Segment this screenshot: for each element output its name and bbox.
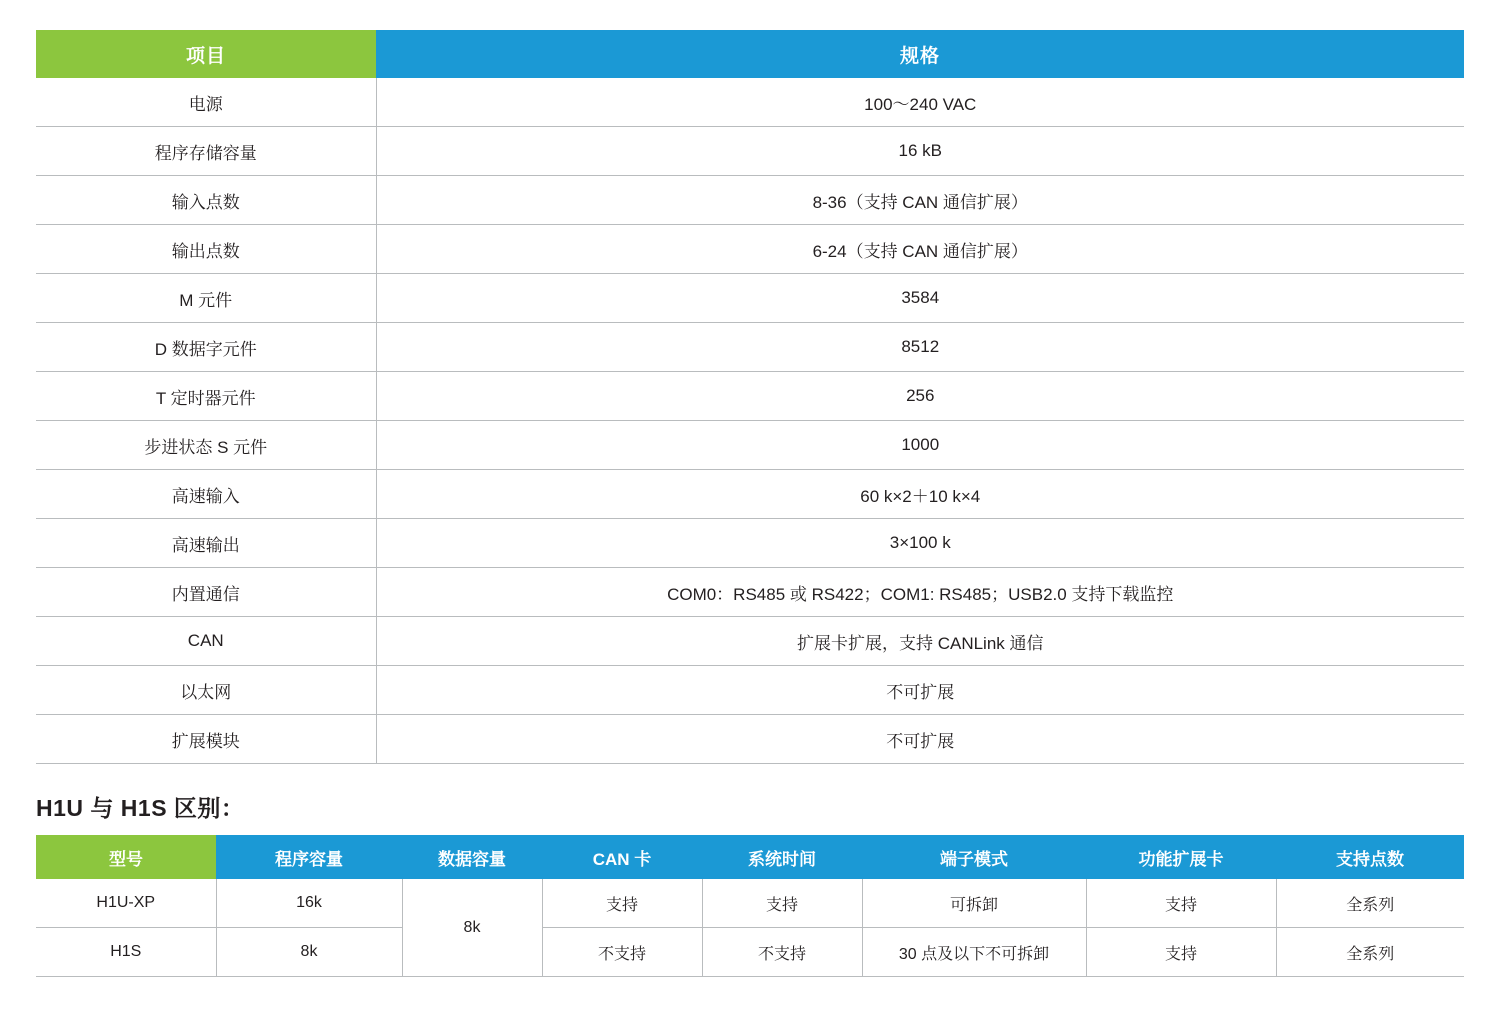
cell-spec: 256 — [376, 372, 1464, 421]
table-row — [36, 274, 1464, 323]
table-row — [36, 879, 1464, 928]
cell-terminal-mode: 可拆卸 — [862, 879, 1086, 928]
cell-spec: 不可扩展 — [376, 715, 1464, 764]
cell-model: H1U-XP — [36, 879, 216, 928]
cell-program-capacity: 16k — [216, 879, 402, 928]
cell-item: 步进状态 S 元件 — [36, 421, 376, 470]
cell-spec: 16 kB — [376, 127, 1464, 176]
cell-spec: 3×100 k — [376, 519, 1464, 568]
cell-item: 高速输出 — [36, 519, 376, 568]
column-header-system-time: 系统时间 — [702, 835, 862, 879]
comparison-table-body — [36, 879, 1464, 977]
specification-table-header — [36, 30, 1464, 78]
column-header-data-capacity: 数据容量 — [402, 835, 542, 879]
cell-spec: 不可扩展 — [376, 666, 1464, 715]
table-row — [36, 127, 1464, 176]
comparison-table — [36, 835, 1464, 977]
table-row — [36, 470, 1464, 519]
cell-spec: 60 k×2＋10 k×4 — [376, 470, 1464, 519]
column-header-terminal-mode: 端子模式 — [862, 835, 1086, 879]
cell-item: 输入点数 — [36, 176, 376, 225]
cell-item: 程序存储容量 — [36, 127, 376, 176]
cell-can-card: 支持 — [542, 879, 702, 928]
cell-item: 高速输入 — [36, 470, 376, 519]
table-row — [36, 568, 1464, 617]
cell-function-expansion-card: 支持 — [1086, 928, 1276, 977]
cell-spec: 6‑24（支持 CAN 通信扩展） — [376, 225, 1464, 274]
cell-system-time: 不支持 — [702, 928, 862, 977]
cell-item: 输出点数 — [36, 225, 376, 274]
table-row — [36, 421, 1464, 470]
cell-function-expansion-card: 支持 — [1086, 879, 1276, 928]
cell-supported-points: 全系列 — [1276, 879, 1464, 928]
table-row — [36, 225, 1464, 274]
column-header-function-expansion-card: 功能扩展卡 — [1086, 835, 1276, 879]
specification-table-body — [36, 78, 1464, 764]
cell-item: 以太网 — [36, 666, 376, 715]
table-row — [36, 176, 1464, 225]
cell-spec: 8‑36（支持 CAN 通信扩展） — [376, 176, 1464, 225]
column-header-can-card: CAN 卡 — [542, 835, 702, 879]
cell-item: T 定时器元件 — [36, 372, 376, 421]
table-row — [36, 519, 1464, 568]
column-header-item: 项目 — [36, 30, 376, 78]
table-row — [36, 928, 1464, 977]
column-header-supported-points: 支持点数 — [1276, 835, 1464, 879]
cell-spec: 扩展卡扩展，支持 CANLink 通信 — [376, 617, 1464, 666]
section-heading: H1U 与 H1S 区别： — [36, 795, 245, 821]
cell-item: 内置通信 — [36, 568, 376, 617]
column-header-program-capacity: 程序容量 — [216, 835, 402, 879]
cell-spec: COM0：RS485 或 RS422；COM1: RS485；USB2.0 支持下载监控 — [376, 568, 1464, 617]
cell-item: 电源 — [36, 78, 376, 127]
cell-can-card: 不支持 — [542, 928, 702, 977]
cell-item: CAN — [36, 617, 376, 666]
cell-terminal-mode: 30 点及以下不可拆卸 — [862, 928, 1086, 977]
column-header-model: 型号 — [36, 835, 216, 879]
cell-system-time: 支持 — [702, 879, 862, 928]
comparison-table-header — [36, 835, 1464, 879]
table-row — [36, 715, 1464, 764]
table-row — [36, 666, 1464, 715]
cell-spec: 8512 — [376, 323, 1464, 372]
cell-spec: 3584 — [376, 274, 1464, 323]
cell-item: M 元件 — [36, 274, 376, 323]
cell-spec: 1000 — [376, 421, 1464, 470]
cell-spec: 100～240 VAC — [376, 78, 1464, 127]
cell-program-capacity: 8k — [216, 928, 402, 977]
column-header-spec: 规格 — [376, 30, 1464, 78]
table-row — [36, 617, 1464, 666]
table-row — [36, 78, 1464, 127]
table-header-row — [36, 835, 1464, 879]
specification-table — [36, 30, 1464, 764]
table-header-row — [36, 30, 1464, 78]
cell-data-capacity: 8k — [402, 879, 542, 977]
cell-supported-points: 全系列 — [1276, 928, 1464, 977]
cell-item: D 数据字元件 — [36, 323, 376, 372]
table-row — [36, 323, 1464, 372]
cell-item: 扩展模块 — [36, 715, 376, 764]
table-row — [36, 372, 1464, 421]
cell-model: H1S — [36, 928, 216, 977]
